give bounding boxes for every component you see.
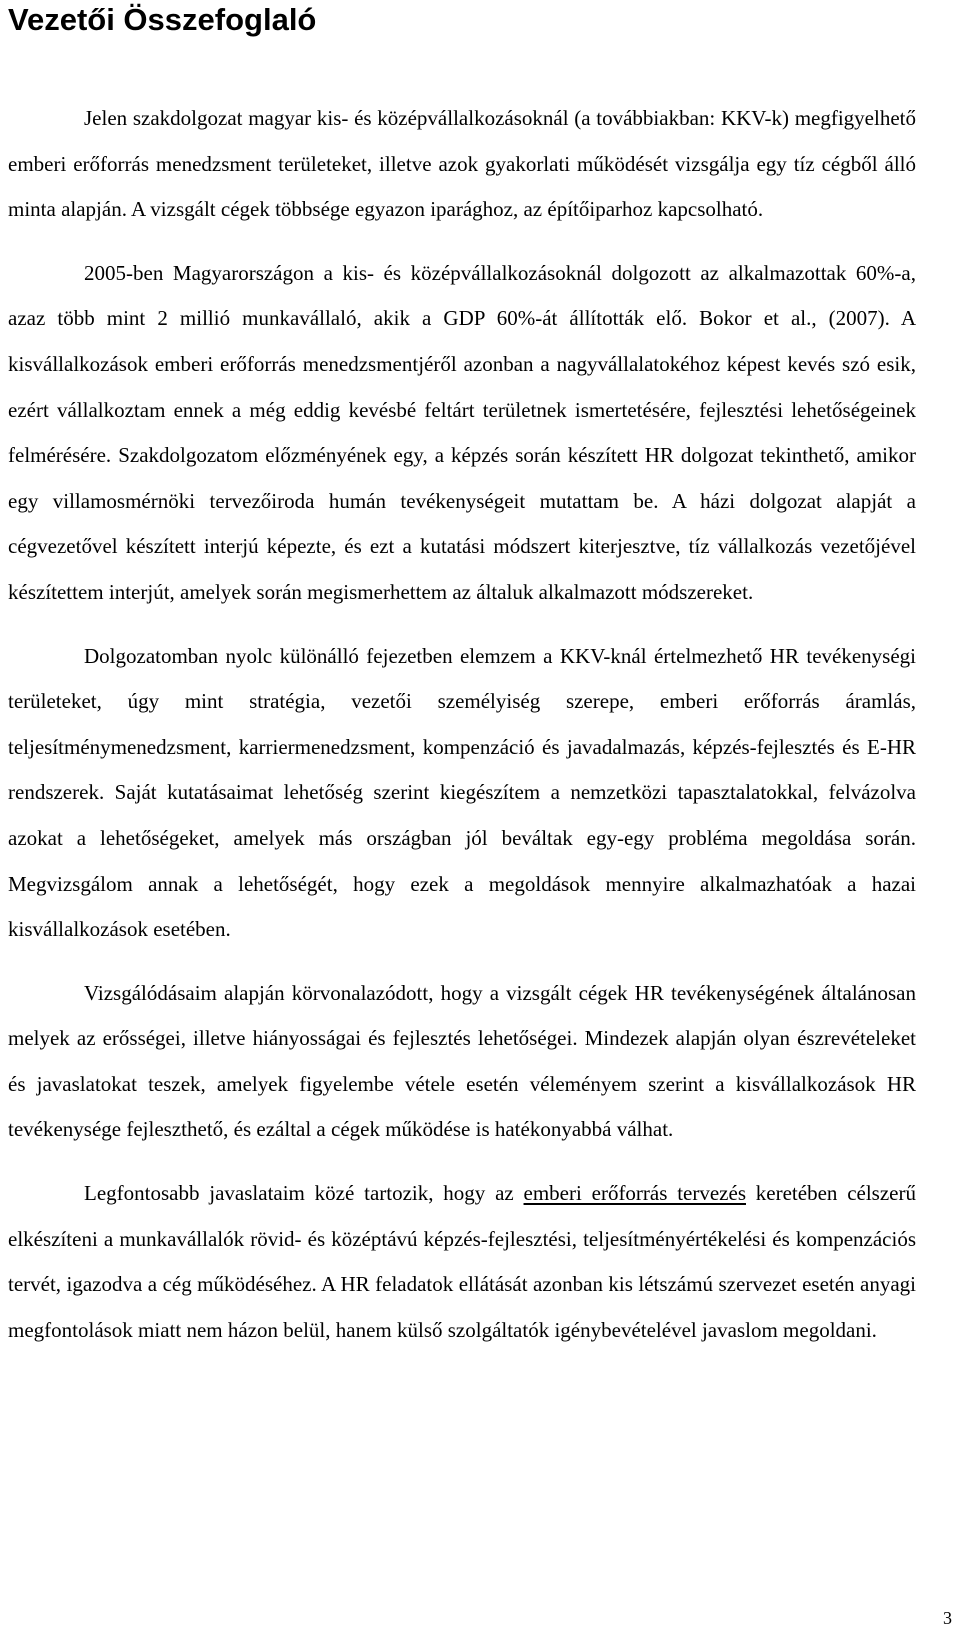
document-body — [8, 96, 916, 1353]
paragraph-text: keretében célszerű elkészíteni a munkavállalók rövid- és középtávú képzés-fejlesztési, teljesítményértékelési és kompenzációs tervét, igazodva a cég működéséhez. A HR feladatok ellátását azonban kis létszámú szervezet esetén anyagi megfontolások miatt nem házon belül, hanem külső szolgáltatók igénybevételével javaslom megoldani. — [8, 1181, 916, 1342]
page-number: 3 — [943, 1608, 952, 1628]
page-title: Vezetői Összefoglaló — [8, 2, 317, 37]
paragraph-text: Dolgozatomban nyolc különálló fejezetben elemzem a KKV-knál értelmezhető HR tevékenységi területeket, úgy mint stratégia, vezetői személyiség szerepe, emberi erőforrás áramlás, teljesítménymenedzsment, karriermenedzsment, kompenzáció és javadalmazás, képzés-fejlesztés és E-HR rendszerek. Saját kutatásaimat lehetőség szerint kiegészítem a nemzetközi tapasztalatokkal, felvázolva azokat a lehetőségeket, amelyek más országban jól beváltak egy-egy probléma megoldása során. Megvizsgálom annak a lehetőségét, hogy ezek a megoldások mennyire alkalmazhatóak a hazai kisvállalkozások esetében. — [8, 643, 916, 942]
paragraph-2 — [8, 251, 916, 616]
paragraph-text: 2005-ben Magyarországon a kis- és középvállalkozásoknál dolgozott az alkalmazottak 60%-a, azaz több mint 2 millió munkavállaló, akik a GDP 60%-át állították elő. Bokor et al., (2007). A kisvállalkozások emberi erőforrás menedzsmentjéről azonban a nagyvállalatokéhoz képest kevés szó esik, ezért vállalkoztam ennek a még eddig kevésbé feltárt területnek ismertetésére, fejlesztési lehetőségeinek felmérésére. Szakdolgozatom előzményének egy, a képzés során készített HR dolgozat tekinthető, amikor egy villamosmérnöki tervezőiroda humán tevékenységeit mutattam be. A házi dolgozat alapját a cégvezetővel készített interjú képezte, és ezt a kutatási módszert kiterjesztve, tíz vállalkozás vezetőjével készítettem interjút, amelyek során megismerhettem az általuk alkalmazott módszereket. — [8, 260, 916, 604]
underlined-term: emberi erőforrás tervezés — [523, 1181, 746, 1206]
paragraph-text: Legfontosabb javaslataim közé tartozik, hogy az — [84, 1181, 524, 1206]
paragraph-4 — [8, 971, 916, 1153]
paragraph-1 — [8, 96, 916, 233]
paragraph-text: Jelen szakdolgozat magyar kis- és középvállalkozásoknál (a továbbiakban: KKV-k) megfigyelhető emberi erőforrás menedzsment területeket, illetve azok gyakorlati működését vizsgálja egy tíz cégből álló minta alapján. A vizsgált cégek többsége egyazon iparághoz, az építőiparhoz kapcsolható. — [8, 106, 916, 222]
paragraph-3 — [8, 634, 916, 953]
paragraph-text: Vizsgálódásaim alapján körvonalazódott, hogy a vizsgált cégek HR tevékenységének általánosan melyek az erősségei, illetve hiányosságai és fejlesztés lehetőségei. Mindezek alapján olyan észrevételeket és javaslatokat teszek, amelyek figyelembe vétele esetén véleményem szerint a kisvállalkozások HR tevékenysége fejleszthető, és ezáltal a cégek működése is hatékonyabbá válhat. — [8, 980, 916, 1142]
paragraph-5 — [8, 1171, 916, 1353]
